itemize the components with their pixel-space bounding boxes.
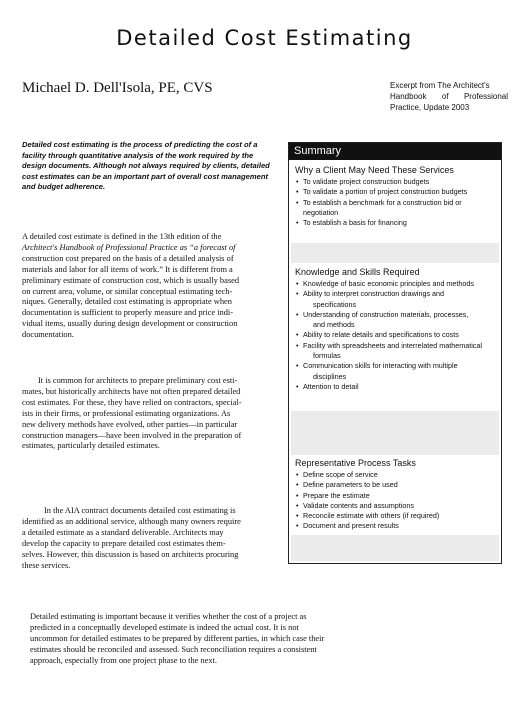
text-line: uncommon for detailed estimates to be prepared by different parties, in which case their [30, 633, 325, 643]
bullet-text: Prepare the estimate [303, 490, 370, 500]
text-line: these services. [22, 560, 71, 570]
text-line: mates, but historically architects have not often prepared detailed [22, 386, 241, 396]
bullet-text: To validate a portion of project construction budgets [303, 187, 468, 197]
bullet-item [295, 279, 499, 289]
summary-header: Summary [289, 143, 501, 160]
section-heading: Why a Client May Need These Services [295, 165, 454, 175]
bullet-text-continued: formulas [313, 351, 341, 361]
text-line: on current area, volume, or similar conceptual estimating tech- [22, 286, 233, 296]
bullet-text: Reconcile estimate with others (if required) [303, 511, 440, 521]
text-line: In the AIA contract documents detailed cost estimating is [44, 506, 236, 515]
bullet-item [295, 521, 499, 531]
text-line: documentation. [22, 330, 74, 340]
bullet-text: Facility with spreadsheets and interrelated mathematical [303, 340, 482, 350]
bullet-text-continued: and methods [313, 320, 355, 330]
excerpt-line: Excerpt from The Architect's [390, 81, 490, 90]
bullet-item [295, 382, 499, 392]
bullet-item [295, 289, 499, 310]
page-title: Detailed Cost Estimating [116, 26, 413, 50]
summary-section-knowledge-skills [295, 267, 499, 392]
text-line: a detailed estimate as a standard deliverable. Architects may [22, 527, 224, 537]
bullet-text-continued: disciplines [313, 371, 347, 381]
bullet-item [295, 341, 499, 362]
bullet-item [295, 361, 499, 382]
bullet-item [295, 511, 499, 521]
summary-section-process-tasks [295, 458, 499, 532]
shade-band [291, 243, 499, 263]
text-line: approach, especially from one project phase to the next. [30, 655, 217, 665]
text-line: Detailed estimating is important because it verifies whether the cost of a project as [30, 612, 307, 621]
bullet-item [295, 330, 499, 340]
text-line: estimates, particularly detailed estimates. [22, 441, 160, 451]
text-line [22, 243, 278, 254]
text-line: cost estimates. For these, they have relied on contractors, special- [22, 397, 242, 407]
author-name: Michael D. Dell'Isola, PE, CVS [22, 80, 213, 96]
bullet-text: Attention to detail [303, 381, 359, 391]
closing-paragraph [30, 612, 370, 667]
section-heading: Knowledge and Skills Required [295, 267, 420, 277]
bullet-text: Validate contents and assumptions [303, 500, 414, 510]
bullet-text: Ability to relate details and specifications to costs [303, 330, 459, 340]
bullet-text: Define scope of service [303, 470, 378, 479]
section-heading: Representative Process Tasks [295, 458, 416, 468]
text-line: identified as an additional service, although many owners require [22, 516, 241, 526]
bullet-item [295, 501, 499, 511]
excerpt-line: Handbook of Professional [390, 92, 508, 101]
text-line: materials and labor for all items of work.” It is different from a [22, 264, 233, 274]
bullet-list [295, 279, 499, 392]
text-line: predicted in a conceptually developed estimate is indeed the actual cost. It is not [30, 622, 299, 632]
body-paragraph-1 [22, 232, 278, 341]
summary-sidebar [288, 142, 502, 564]
shade-band [291, 411, 499, 455]
bullet-text: To validate project construction budgets [303, 177, 430, 186]
bullet-text: Document and present results [303, 521, 399, 531]
intro-abstract: Detailed cost estimating is the process of predicting the cost of a facility through quantitative analysis of the work required by the design documents. Although not always required by clients, detailed cost estimates can be an important part of overall cost management and budget adherence. [22, 140, 270, 191]
bullet-item [295, 470, 499, 480]
bullet-item [295, 310, 499, 331]
bullet-text-continued: specifications [313, 299, 357, 309]
excerpt-line: Practice, Update 2003 [390, 103, 470, 112]
bullet-item [295, 198, 499, 219]
body-paragraph-2 [22, 376, 278, 452]
text-line: A detailed cost estimate is defined in the 13th edition of the [22, 232, 222, 241]
bullet-text: Understanding of construction materials, processes, [303, 309, 469, 319]
text-line: niques. Generally, detailed cost estimating is appropriate when [22, 297, 232, 307]
text-line: construction cost prepared on the basis of a detailed analysis of [22, 253, 234, 263]
bullet-item [295, 218, 499, 228]
text-line: preliminary estimate of construction cost, which is usually based [22, 275, 240, 285]
bullet-text: To establish a basis for financing [303, 218, 407, 228]
text-line: estimates should be reconciled and assessed. Such reconciliation requires a consistent [30, 644, 317, 654]
body-paragraph-3 [22, 506, 278, 571]
text-line: develop the capacity to prepare detailed cost estimates them- [22, 538, 226, 548]
bullet-item [295, 491, 499, 501]
text-line: vidual items, usually during design development or construction [22, 319, 238, 329]
bullet-text-continued: negotiation [303, 207, 339, 217]
bullet-text: Communication skills for interacting with multiple [303, 361, 458, 371]
text-line: construction managers—have been involved in the preparation of [22, 430, 242, 440]
summary-section-client-needs [295, 165, 499, 228]
bullet-text: Knowledge of basic economic principles and methods [303, 279, 475, 288]
bullet-item [295, 187, 499, 197]
bullet-text: Define parameters to be used [303, 480, 398, 490]
shade-band [291, 535, 499, 561]
book-title-line: Architect's Handbook of Professional Practice as “a forecast of [22, 242, 236, 252]
text-line: ists in their firms, or professional estimating organizations. As [22, 408, 231, 418]
bullet-text: Ability to interpret construction drawings and [303, 289, 445, 299]
text-line: new delivery methods have evolved, other parties—in particular [22, 419, 238, 429]
bullet-item [295, 480, 499, 490]
bullet-text: To establish a benchmark for a construction bid or [303, 197, 462, 207]
bullet-list [295, 177, 499, 228]
text-line: It is common for architects to prepare preliminary cost esti- [38, 376, 238, 385]
text-line: documentation is sufficient to properly measure and price indi- [22, 308, 234, 318]
bullet-item [295, 177, 499, 187]
bullet-list [295, 470, 499, 532]
excerpt-source [390, 80, 520, 113]
text-line: selves. However, this discussion is based on architects procuring [22, 549, 239, 559]
